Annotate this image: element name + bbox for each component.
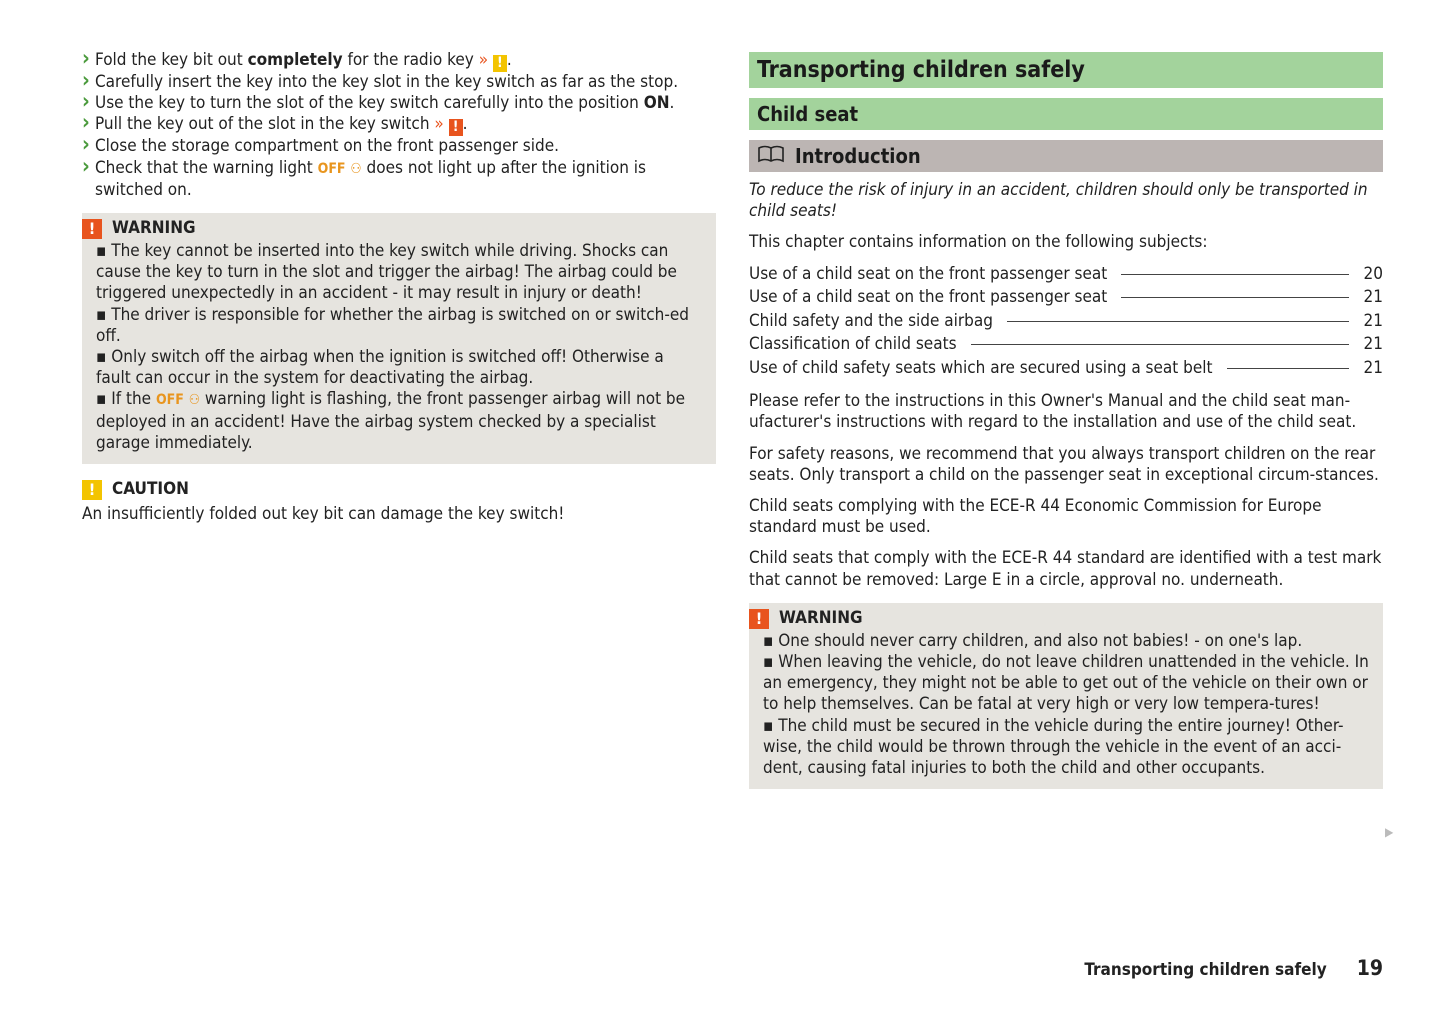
paragraph: Child seats that comply with the ECE-R 44 standard are identified with a test mark that cannot be removed: Large E in a circle, approval no. underneath. [749,548,1382,590]
step-text: . [462,114,468,135]
warning-box [82,213,716,464]
warning-text: warning light is flashing, the front passenger airbag will not be deployed in an accident! Have the airbag system checked by a specialist garage immediately. [96,389,686,453]
step-text: . [506,50,512,70]
on-symbol: ON [643,93,670,114]
step [82,93,716,114]
reference-link[interactable]: » [478,50,489,70]
caution-text: An insufficiently folded out key bit can damage the key switch! [82,504,565,525]
toc-page: 21 [1363,310,1383,331]
warning-item: ▪ If the OFF ⚇ warning light is flashing, the front passenger airbag will not be deployed in an accident! Have the airbag system checked by a specialist garage immediately. [96,389,686,453]
step [82,72,716,93]
toc-entry[interactable] [749,358,1383,382]
caution-icon: ! [82,480,102,500]
warning-item: ▪ When leaving the vehicle, do not leave children unattended in the vehicle. In an emergency, they might not be able to get out of the vehicle on their own or to help themselves. Can be fatal at very high or very low tempera-tures! [763,651,1369,715]
section-title: Child seat [749,98,1383,130]
toc-title: Use of a child seat on the front passenger seat [749,263,1108,284]
caution-icon: ! [493,55,507,72]
toc-lead: This chapter contains information on the following subjects: [749,232,1208,253]
step-text: Check that the warning light [95,157,318,178]
warning-title: WARNING [112,218,196,239]
warning-text: The child must be secured in the vehicle during the entire journey! Other-wise, the child would be thrown through the vehicle in the event of an acci-dent, causing fatal injuries to both the child and other occupants. [763,715,1344,778]
step-bold: completely [247,50,343,70]
toc-leader [1121,274,1349,275]
toc-page: 21 [1363,287,1383,308]
right-column [749,52,1383,789]
footer-section-title: Transporting children safely [1084,960,1327,980]
toc-page: 21 [1363,334,1383,355]
step-text: Carefully insert the key into the key slot in the key switch as far as the stop. [95,72,679,92]
warning-box [749,603,1383,789]
step [82,136,716,157]
warning-item: ▪ The driver is responsible for whether the airbag is switched on or switch-ed off. [96,304,689,346]
toc-title: Use of a child seat on the front passenger seat [749,287,1108,308]
continue-arrow-icon: ▶ [1385,825,1394,839]
warning-item: ▪ Only switch off the airbag when the ignition is switched off! Otherwise a fault can occur in the system for deactivating the airbag. [96,347,664,389]
step-text: Pull the key out of the slot in the key switch [95,114,435,135]
paragraph: Child seats complying with the ECE-R 44 Economic Commission for Europe standard must be used. [749,495,1322,538]
warning-item: ▪ One should never carry children, and also not babies! - on one's lap. [763,630,1303,651]
toc-title: Child safety and the side airbag [749,310,993,331]
subsection-title: Introduction [795,144,921,168]
intro-text: To reduce the risk of injury in an accident, children should only be transported in child seats! [749,180,1368,222]
airbag-icon: ⚇ [350,160,362,177]
toc-page: 20 [1363,263,1383,284]
toc-leader [971,344,1349,345]
warning-icon: ! [82,219,102,239]
caution-box [82,478,716,525]
toc-entry[interactable] [749,334,1383,358]
warning-item: ▪ The key cannot be inserted into the key switch while driving. Shocks can cause the key to turn in the slot and trigger the airbag! The airbag could be triggered unexpectedly in an accident - it may result in injury or death! [96,241,677,304]
caution-title: CAUTION [112,479,189,500]
toc-entry[interactable] [749,311,1383,335]
warning-text: When leaving the vehicle, do not leave children unattended in the vehicle. In an emergency, they might not be able to get out of the vehicle on their own or to help themselves. Can be fatal at very high or very low tempera-tures! [763,651,1369,715]
toc-title: Use of child safety seats which are secured using a seat belt [749,357,1213,378]
toc-leader [1227,368,1349,369]
subsection-header [749,140,1383,172]
step-text: for the radio key [342,50,479,70]
step [82,50,716,72]
warning-item: ▪ The child must be secured in the vehicle during the entire journey! Other-wise, the child would be thrown through the vehicle in the event of an acci-dent, causing fatal injuries to both the child and other occupants. [763,715,1344,778]
paragraph: Please refer to the instructions in this Owner's Manual and the child seat man-ufacturer's instructions with regard to the installation and use of the child seat. [749,391,1357,433]
chapter-title: Transporting children safely [749,52,1383,88]
airbag-off-symbol: OFF [317,160,346,177]
warning-text: The driver is responsible for whether the airbag is switched on or switch-ed off. [96,304,689,346]
step [82,158,716,201]
toc-leader [1121,297,1349,298]
page-number: 19 [1356,956,1383,980]
warning-icon: ! [749,609,769,629]
airbag-off-symbol: OFF [155,392,184,409]
warning-text: If the [111,389,156,410]
airbag-icon: ⚇ [188,392,201,409]
page-footer [1084,958,1383,981]
step-text: does not light up after the ignition is switched on. [95,157,647,200]
reference-link[interactable]: » [434,114,444,135]
toc-page: 21 [1363,357,1383,378]
book-icon [757,144,785,168]
warning-text: The key cannot be inserted into the key switch while driving. Shocks can cause the key to turn in the slot and trigger the airbag! The airbag could be triggered unexpectedly in an accident - it may result in injury or death! [96,241,677,304]
table-of-contents [749,264,1383,382]
toc-entry[interactable] [749,287,1383,311]
left-column [82,50,716,525]
warning-text: One should never carry children, and also not babies! - on one's lap. [778,630,1303,651]
step-text: Fold the key bit out [95,50,248,70]
paragraph: For safety reasons, we recommend that you always transport children on the rear seats. Only transport a child on the passenger seat in exceptional circum-stances. [749,443,1379,485]
step [82,114,716,136]
toc-entry[interactable] [749,264,1383,288]
step-text: Use the key to turn the slot of the key switch carefully into the position [95,93,644,114]
step-text: . [669,93,675,114]
step-text: Close the storage compartment on the front passenger side. [95,136,559,157]
warning-text: Only switch off the airbag when the ignition is switched off! Otherwise a fault can occur in the system for deactivating the airbag. [96,347,664,389]
warning-title: WARNING [779,608,863,629]
toc-leader [1007,321,1349,322]
toc-title: Classification of child seats [749,334,957,355]
warning-icon: ! [449,119,463,136]
